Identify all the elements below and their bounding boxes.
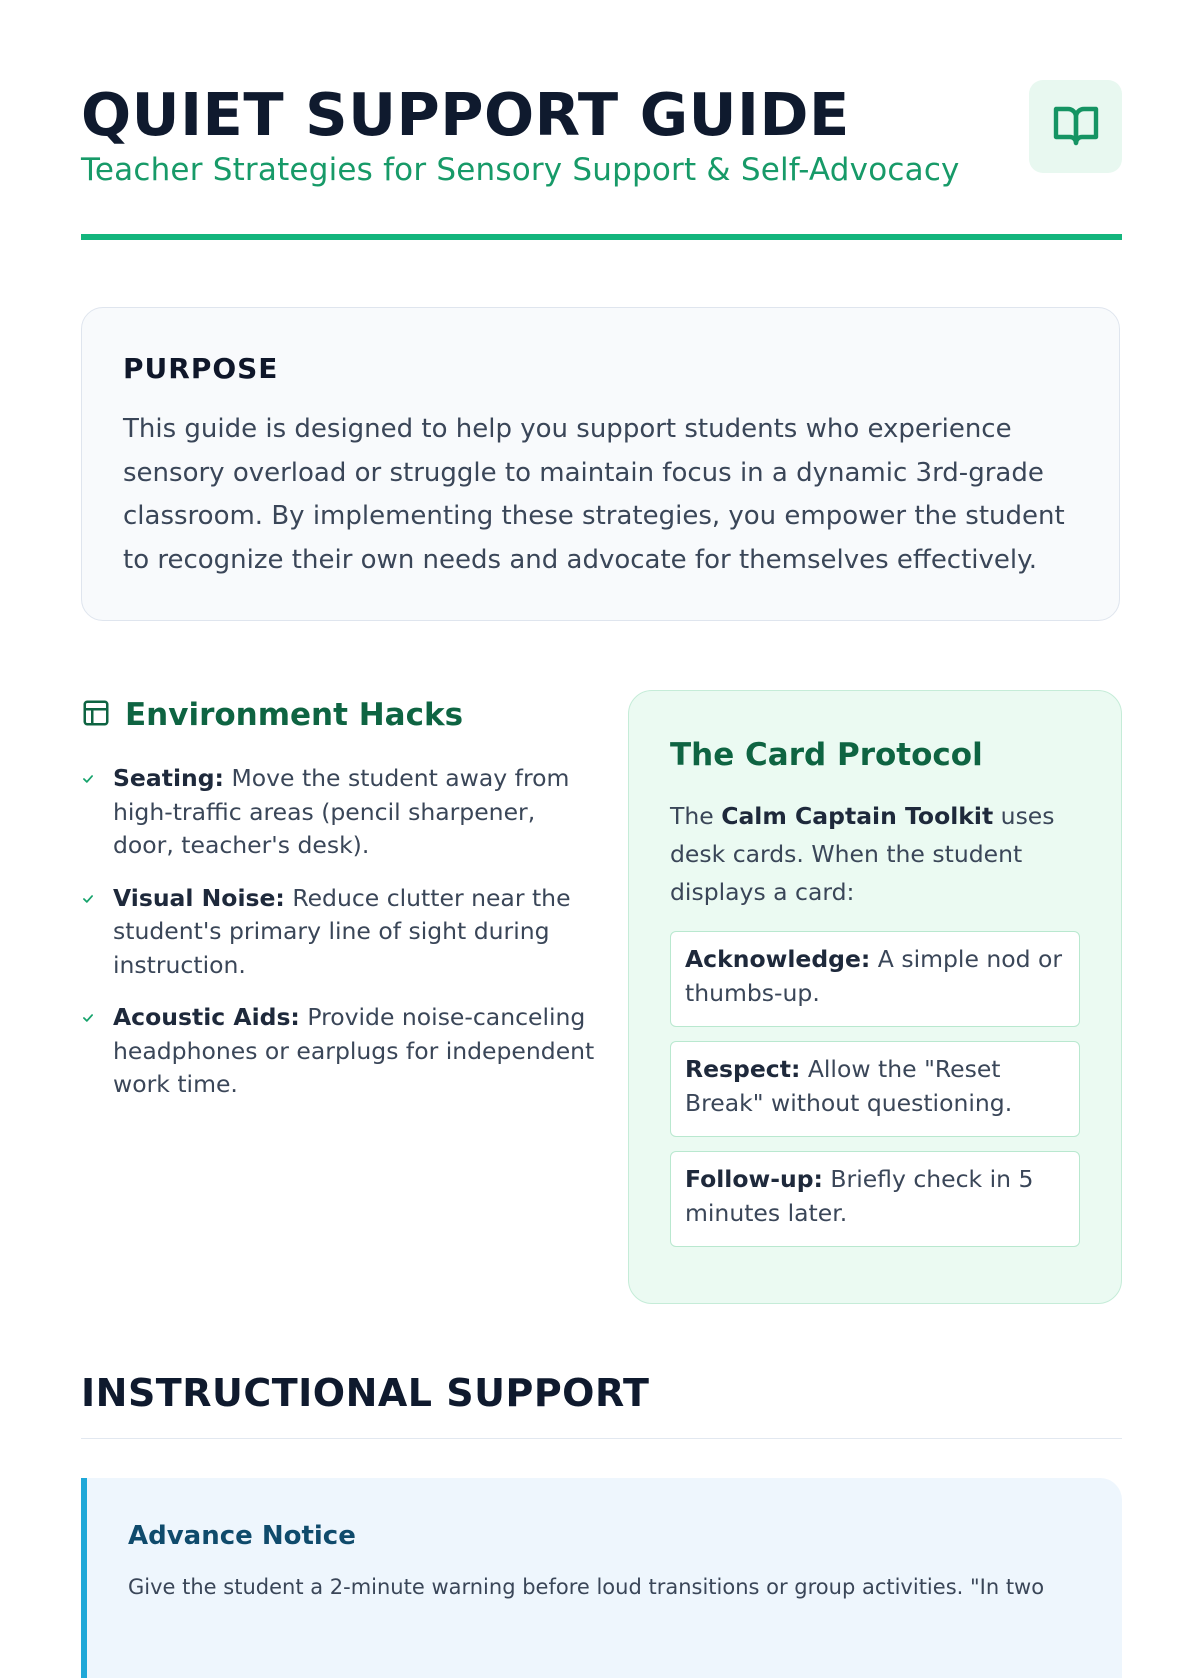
item-text: Reduce clutter near the student's primary line of sight during instruction. <box>113 883 571 979</box>
card-protocol-intro <box>670 797 1080 911</box>
book-badge <box>1029 80 1122 173</box>
advance-notice-heading: Advance Notice <box>128 1521 356 1551</box>
item-label: Seating: <box>113 764 224 792</box>
step-label: Respect: <box>685 1055 801 1083</box>
item-label: Acoustic Aids: <box>113 1003 300 1031</box>
layout-icon <box>81 698 111 732</box>
purpose-card <box>81 307 1120 621</box>
intro-suffix: uses desk cards. When the student displays a card: <box>670 802 1055 906</box>
protocol-step <box>670 931 1080 1027</box>
step-text: Allow the "Reset Break" without questioning. <box>685 1055 1013 1117</box>
advance-notice-text: Give the student a 2-minute warning before loud transitions or group activities. "In two <box>128 1575 1045 1599</box>
environment-list <box>81 762 601 1102</box>
list-item <box>81 1001 601 1102</box>
header-rule <box>81 234 1122 240</box>
card-protocol <box>628 690 1122 1304</box>
protocol-step <box>670 1041 1080 1137</box>
item-text: Move the student away from high-traffic areas (pencil sharpener, door, teacher's desk). <box>113 764 570 859</box>
item-label: Visual Noise: <box>113 883 285 912</box>
guide-header <box>81 80 1122 240</box>
check-icon <box>81 772 95 786</box>
book-open-icon <box>1050 101 1102 153</box>
environment-heading: Environment Hacks <box>125 697 464 733</box>
environment-hacks <box>81 690 601 1121</box>
step-label: Follow-up: <box>685 1165 823 1193</box>
page-subtitle: Teacher Strategies for Sensory Support & Self-Advocacy <box>81 152 960 188</box>
card-protocol-heading: The Card Protocol <box>670 737 983 773</box>
purpose-heading: PURPOSE <box>123 352 279 385</box>
intro-prefix: The <box>670 802 714 830</box>
step-text: A simple nod or thumbs-up. <box>685 945 1063 1007</box>
check-icon <box>81 1011 95 1025</box>
toolkit-name: Calm Captain Toolkit <box>721 802 994 830</box>
environment-header <box>81 690 601 740</box>
check-icon <box>81 892 95 906</box>
protocol-step <box>670 1151 1080 1247</box>
instructional-support <box>81 1362 1122 1599</box>
purpose-body: This guide is designed to help you support students who experience sensory overload or struggle to maintain focus in a dynamic 3rd-grade classroom. By implementing these strategies, you empower the student to recognize their own needs and advocate for themselves effectively. <box>123 414 1065 575</box>
page-title: QUIET SUPPORT GUIDE <box>81 80 850 149</box>
item-text: Provide noise-canceling headphones or earplugs for independent work time. <box>113 1003 595 1098</box>
step-label: Acknowledge: <box>685 945 871 973</box>
step-text: Briefly check in 5 minutes later. <box>685 1165 1034 1227</box>
list-item <box>81 882 601 983</box>
section-divider <box>81 1438 1122 1439</box>
list-item <box>81 762 601 863</box>
instructional-heading: INSTRUCTIONAL SUPPORT <box>81 1371 650 1415</box>
advance-notice-card <box>81 1478 1122 1678</box>
